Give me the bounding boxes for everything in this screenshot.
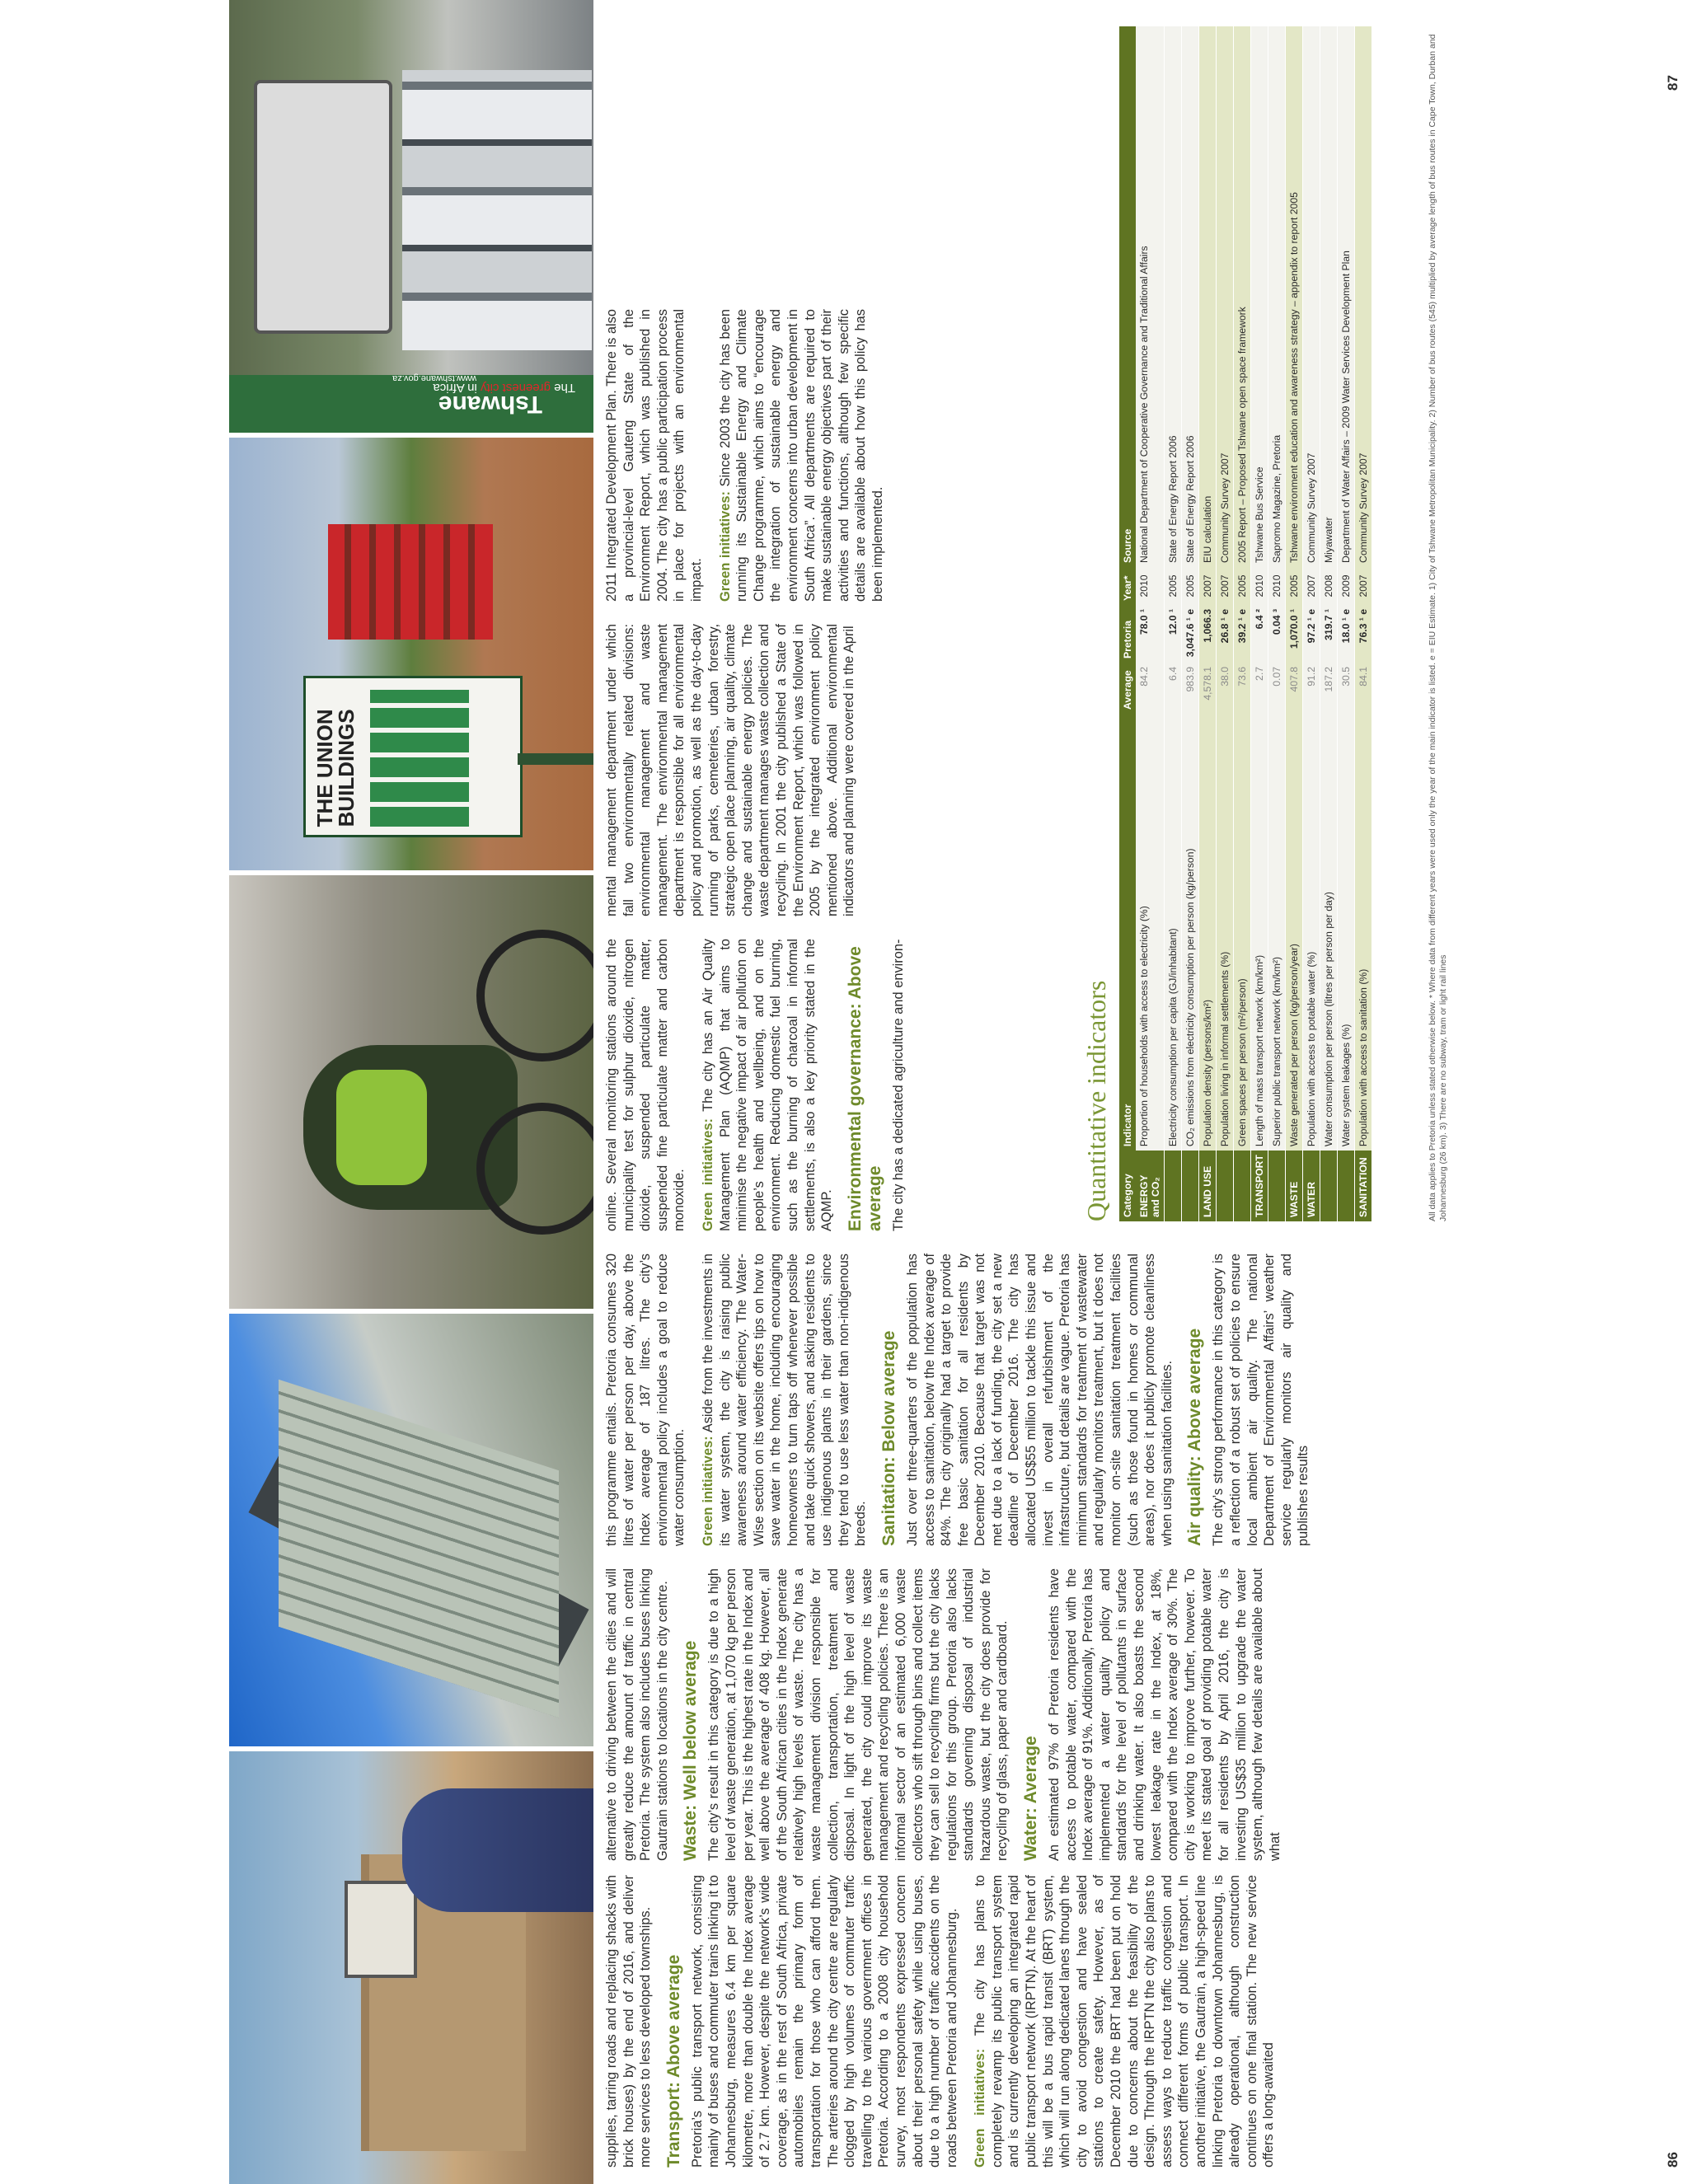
indicator-cell: Superior public transport network (km/km²)	[1268, 714, 1286, 1151]
average-cell: 84.1	[1355, 663, 1372, 714]
year-cell: 2007	[1355, 567, 1372, 605]
paragraph: mental management department under which fall two environmentally related divisions: environmental management and waste management. The environmental management department is responsible for all environmental policy and promotion, as well as the day-to-day running of parks, cemeteries, urban forestry, strategic open place planning, air quality, climate change and sustainable energy policies. The waste department manages waste collection and recycling. In 2001 the city published a State of the Environment Report, which was followed in 2005 by the integrated environment policy mentioned above. Additional environmental indicators and planning were covered in the April	[604, 624, 857, 916]
year-cell: 2005	[1234, 567, 1251, 605]
photo-cyclist	[229, 875, 593, 1308]
average-cell: 6.4	[1165, 663, 1182, 714]
year-cell: 2005	[1165, 567, 1182, 605]
table-row	[1165, 26, 1182, 1221]
average-cell: 4,578.1	[1199, 663, 1217, 714]
paragraph: Pretoria’s public transport network, consisting mainly of buses and commuter trains linking it to Johannesburg, measures 6.4 km per square kilometre, more than double the Index average of 2.7 km. However, despite the network’s wide coverage, as in the rest of South Africa, private automobiles remain the primary form of transportation for those who can afford them. The arteries around the city centre are regularly clogged by high volumes of commuter traffic travelling to the various government offices in Pretoria. According to a 2008 city household survey, most respondents expressed concern about their personal safety while using buses, due to a high number of traffic accidents on the roads between Pretoria and Johannesburg.	[689, 1875, 959, 2168]
indicator-cell: CO₂ emissions from electricity consumption per person (kg/person)	[1182, 714, 1199, 1151]
average-cell: 2.7	[1251, 663, 1268, 714]
photo-union-buildings-viewer	[229, 1751, 593, 2184]
source-cell: Department of Water Affairs – 2009 Water Services Development Plan	[1338, 26, 1355, 567]
pretoria-cell: 319.7 ¹	[1320, 605, 1338, 663]
section-heading-sanitation: Sanitation: Below average	[879, 1330, 898, 1546]
paragraph: 2011 Integrated Development Plan. There is also a provincial-level Gauteng State of the Environment Report, which was published in 2004. The city has a public participation process in place for projects with an environmental impact.	[604, 309, 704, 602]
source-cell: State of Energy Report 2006	[1182, 26, 1199, 567]
section-heading-water: Water: Average	[1021, 1736, 1041, 1861]
col-header-indicator: Indicator	[1119, 714, 1136, 1151]
paragraph: alternative to driving between the cities and will greatly reduce the amount of traffic in central Pretoria. The system also includes buses linking Gautrain stations to locations in the city centre.	[604, 1568, 670, 1861]
quantitative-indicators	[602, 16, 1688, 1236]
pretoria-cell: 39.2 ¹ e	[1234, 605, 1251, 663]
paragraph: this programme entails. Pretoria consumes 320 litres of water per person per day, above the Index average of 187 litres. The city’s environmental policy includes a goal to reduce water consumption.	[604, 1254, 687, 1546]
category-cell	[1182, 1151, 1199, 1221]
category-cell	[1165, 1151, 1182, 1221]
year-cell: 2007	[1199, 567, 1217, 605]
table-row	[1251, 26, 1268, 1221]
indicators-table	[1119, 26, 1372, 1221]
paragraph: online. Several monitoring stations around the municipality test for sulphur dioxide, nitrogen dioxide, suspended particulate matter, suspended fine particulate matter and carbon monoxide.	[604, 939, 687, 1231]
year-cell: 2010	[1136, 567, 1165, 605]
photo-traffic-tshwane	[229, 0, 593, 433]
tshwane-url: www.tshwane.gov.za	[392, 373, 476, 384]
page-number-left: 86	[1665, 2152, 1681, 2168]
category-cell: TRANSPORT	[1251, 1151, 1268, 1221]
indicator-cell: Electricity consumption per capita (GJ/inhabitant)	[1165, 714, 1182, 1151]
pretoria-cell: 18.0 ¹ e	[1338, 605, 1355, 663]
indicator-cell: Water system leakages (%)	[1338, 714, 1355, 1151]
pretoria-cell: 76.3 ¹ e	[1355, 605, 1372, 663]
paragraph: The city has a dedicated agriculture and environ-	[890, 939, 906, 1231]
category-cell	[1217, 1151, 1234, 1221]
category-cell: LAND USE	[1199, 1151, 1217, 1221]
source-cell: Community Survey 2007	[1355, 26, 1372, 567]
table-row	[1199, 26, 1217, 1221]
year-cell: 2010	[1251, 567, 1268, 605]
pretoria-cell: 12.0 ¹	[1165, 605, 1182, 663]
pretoria-cell: 78.0 ¹	[1136, 605, 1165, 663]
source-cell: Tshwane environment education and awareness strategy – appendix to report 2005	[1286, 26, 1303, 567]
section-heading-waste: Waste: Well below average	[681, 1640, 701, 1861]
union-sign-text: THE UNION BUILDINGS	[312, 709, 359, 827]
paragraph-green-initiatives: Green initiatives: Aside from the investments in its water system, the city is raising public awareness around water efficiency. The Water-Wise section on its website offers tips on how to save water in the home, including encouraging homeowners to turn taps off whenever possible and take quick showers, and asking residents to use indigenous plants in their gardens, since they tend to use less water than non-indigenous breeds.	[700, 1253, 869, 1546]
year-cell: 2009	[1338, 567, 1355, 605]
source-cell: State of Energy Report 2006	[1165, 26, 1182, 567]
indicator-cell: Green spaces per person (m²/person)	[1234, 714, 1251, 1151]
average-cell: 407.8	[1286, 663, 1303, 714]
table-row	[1338, 26, 1355, 1221]
average-cell: 0.07	[1268, 663, 1286, 714]
page-number-right: 87	[1665, 75, 1681, 91]
pretoria-cell: 1,070.0 ¹	[1286, 605, 1303, 663]
source-cell: Community Survey 2007	[1217, 26, 1234, 567]
table-row	[1286, 26, 1303, 1221]
source-cell: Community Survey 2007	[1303, 26, 1320, 567]
table-row	[1320, 26, 1338, 1221]
table-row	[1268, 26, 1286, 1221]
indicators-title: Quantitative indicators	[1081, 980, 1111, 1221]
table-row	[1217, 26, 1234, 1221]
tshwane-brand: Tshwane	[438, 391, 542, 419]
col-header-category: Category	[1119, 1151, 1136, 1221]
col-header-year: Year*	[1119, 567, 1136, 605]
year-cell: 2007	[1217, 567, 1234, 605]
category-cell: SANITATION	[1355, 1151, 1372, 1221]
text-column-3	[603, 1254, 1312, 1546]
table-header-row	[1119, 26, 1136, 1221]
source-cell: Tshwane Bus Service	[1251, 26, 1268, 567]
paragraph: supplies, tarring roads and replacing shacks with brick houses) by the end of 2016, and deliver more services to less developed townships.	[604, 1875, 654, 2168]
source-cell: Miyawater	[1320, 26, 1338, 567]
pretoria-cell: 97.2 ¹ e	[1303, 605, 1320, 663]
indicator-cell: Population with access to potable water (%)	[1303, 714, 1320, 1151]
paragraph: The city’s strong performance in this category is a reflection of a robust set of policies to ensure local ambient air quality. The national Department of Environmental Affairs’ weather service regularly monitors air quality and publishes results	[1211, 1254, 1311, 1546]
source-cell: Sapromo Magazine, Pretoria	[1268, 26, 1286, 567]
indicator-cell: Population with access to sanitation (%)	[1355, 714, 1372, 1151]
average-cell: 187.2	[1320, 663, 1338, 714]
indicator-cell: Population density (persons/km²)	[1199, 714, 1217, 1151]
indicator-cell: Water consumption per person (litres per person per day)	[1320, 714, 1338, 1151]
pretoria-cell: 26.8 ¹ e	[1217, 605, 1234, 663]
category-cell: ENERGY and CO₂	[1136, 1151, 1165, 1221]
year-cell: 2010	[1268, 567, 1286, 605]
year-cell: 2005	[1286, 567, 1303, 605]
tshwane-slogan: The greenest city in Africa	[433, 381, 575, 396]
paragraph: Just over three-quarters of the population has access to sanitation, below the Index average of 84%. The city originally had a target to provide free basic sanitation for all residents by December 2010. Because that target was not met due to a lack of funding, the city set a new deadline of December 2016. The city has allocated US$55 million to tackle this issue and invest in overall refurbishment of the infrastructure, but details are vague. Pretoria has minimum standards for treatment of wastewater and regularly monitors treatment, but it does not monitor on-site sanitation treatment facilities (such as those found in homes or communal areas), nor does it publicly promote cleanliness when using sanitation facilities.	[904, 1254, 1175, 1546]
tshwane-banner	[229, 375, 593, 433]
paragraph: The city’s result in this category is due to a high level of waste generation, at 1,070 kg per person per year. This is the highest rate in the Index and well above the average of 408 kg. However, all of the South African cities in the Index generate relatively high levels of waste. The city has a waste management division responsible for collection, transportation, treatment and disposal. In light of the high level of waste generated, the city could improve its waste management and recycling policies. There is an informal sector of an estimated 6,000 waste collectors who sift through bins and collect items they can sell to recycling firms but the city lacks regulations for this group. Pretoria also lacks standards governing disposal of industrial hazardous waste, but the city does provide for recycling of glass, paper and cardboard.	[706, 1568, 1010, 1861]
section-heading-governance: Environmental governance: Above average	[845, 946, 884, 1231]
average-cell: 983.9	[1182, 663, 1199, 714]
paragraph-green-initiatives: Green initiatives: The city has plans to completely revamp its public transport system and is currently developing an integrated rapid public transport network (IRPTN). At the heart of this will be a bus rapid transit (BRT) system, which will run along dedicated lanes through the city to avoid congestion and have sealed stations to create safety. However, as of December 2010 the BRT had been put on hold due to concerns about the feasibility of the design. Through the IRPTN the city also plans to assess ways to reduce traffic congestion and connect different forms of public transport. In another initiative, the Gautrain, a high-speed line linking Pretoria to downtown Johannesburg, is already operational, although construction continues on one final station. The new service offers a long-awaited	[973, 1875, 1277, 2168]
table-row	[1303, 26, 1320, 1221]
indicator-cell: Proportion of households with access to electricity (%)	[1136, 714, 1165, 1151]
category-cell: WATER	[1303, 1151, 1320, 1221]
category-cell	[1320, 1151, 1338, 1221]
average-cell: 30.5	[1338, 663, 1355, 714]
col-header-pretoria: Pretoria	[1119, 605, 1136, 663]
average-cell: 91.2	[1303, 663, 1320, 714]
year-cell: 2007	[1303, 567, 1320, 605]
table-row	[1136, 26, 1165, 1221]
indicator-cell: Waste generated per person (kg/person/year)	[1286, 714, 1303, 1151]
source-cell: EIU calculation	[1199, 26, 1217, 567]
category-cell	[1268, 1151, 1286, 1221]
average-cell: 38.0	[1217, 663, 1234, 714]
pretoria-cell: 3,047.6 ¹ e	[1182, 605, 1199, 663]
paragraph-green-initiatives: Green initiatives: The city has an Air Quality Management Plan (AQMP) that aims to minimise the negative impact of air pollution on people’s health and wellbeing, and on the environment. Reducing domestic fuel burning, such as the burning of charcoal in informal settlements, is also a key priority stated in the AQMP.	[700, 939, 835, 1231]
source-cell: 2005 Report – Proposed Tshwane open space framework	[1234, 26, 1251, 567]
pretoria-cell: 0.04 ³	[1268, 605, 1286, 663]
pretoria-cell: 1,066.3	[1199, 605, 1217, 663]
section-heading-air-quality: Air quality: Above average	[1185, 1328, 1205, 1546]
text-column-2	[603, 1568, 1283, 1861]
year-cell: 2008	[1320, 567, 1338, 605]
col-header-source: Source	[1119, 26, 1136, 567]
photo-glass-building	[229, 1314, 593, 1746]
indicator-cell: Population living in informal settlements (%)	[1217, 714, 1234, 1151]
average-cell: 73.6	[1234, 663, 1251, 714]
table-row	[1182, 26, 1199, 1221]
table-footnote: All data applies to Pretoria unless stated otherwise below. * Where data from different years were used only the year of the main indicator is listed. e = EIU Estimate. 1) City of Tshwane Metropolitan Municipality. 2) Number of bus routes (545) multiplied by average length of bus routes in Cape Town, Durban and Johannesburg (26 km). 3) There are no subway, tram or light rail lines	[1428, 34, 1448, 1221]
paragraph: An estimated 97% of Pretoria residents have access to potable water, compared with the Index average of 91%. Additionally, Pretoria has implemented a water quality policy and standards for the level of pollutants in surface and drinking water. It also boasts the second lowest leakage rate in the Index, at 18%, compared with the Index average of 30%. The city is working to improve further, however. To meet its stated goal of providing potable water for all residents by April 2016, the city is investing US$35 million to upgrade the water system, although few details are available about what	[1047, 1568, 1282, 1861]
category-cell	[1234, 1151, 1251, 1221]
year-cell: 2005	[1182, 567, 1199, 605]
col-header-average: Average	[1119, 663, 1136, 714]
indicator-cell: Length of mass transport network (km/km²)	[1251, 714, 1268, 1151]
table-row	[1234, 26, 1251, 1221]
category-cell: WASTE	[1286, 1151, 1303, 1221]
average-cell: 84.2	[1136, 663, 1165, 714]
photo-strip	[229, 0, 593, 2184]
section-heading-transport: Transport: Above average	[663, 1954, 683, 2168]
text-column-1	[603, 1875, 1278, 2168]
union-buildings-sign	[303, 676, 523, 837]
table-row	[1355, 26, 1372, 1221]
category-cell	[1338, 1151, 1355, 1221]
paragraph-green-initiatives: Green initiatives: Since 2003 the city has been running its Sustainable Energy and Climate Change programme, which aims to “encourage the integration of sustainable energy and environment concerns into urban development in South Africa”. All departments are required to make sustainable energy objectives part of their activities and functions, although few specific details are available about how this policy has been implemented.	[717, 309, 885, 602]
pretoria-cell: 6.4 ²	[1251, 605, 1268, 663]
source-cell: National Department of Cooperative Governance and Traditional Affairs	[1136, 26, 1165, 567]
photo-union-buildings-sign	[229, 438, 593, 870]
